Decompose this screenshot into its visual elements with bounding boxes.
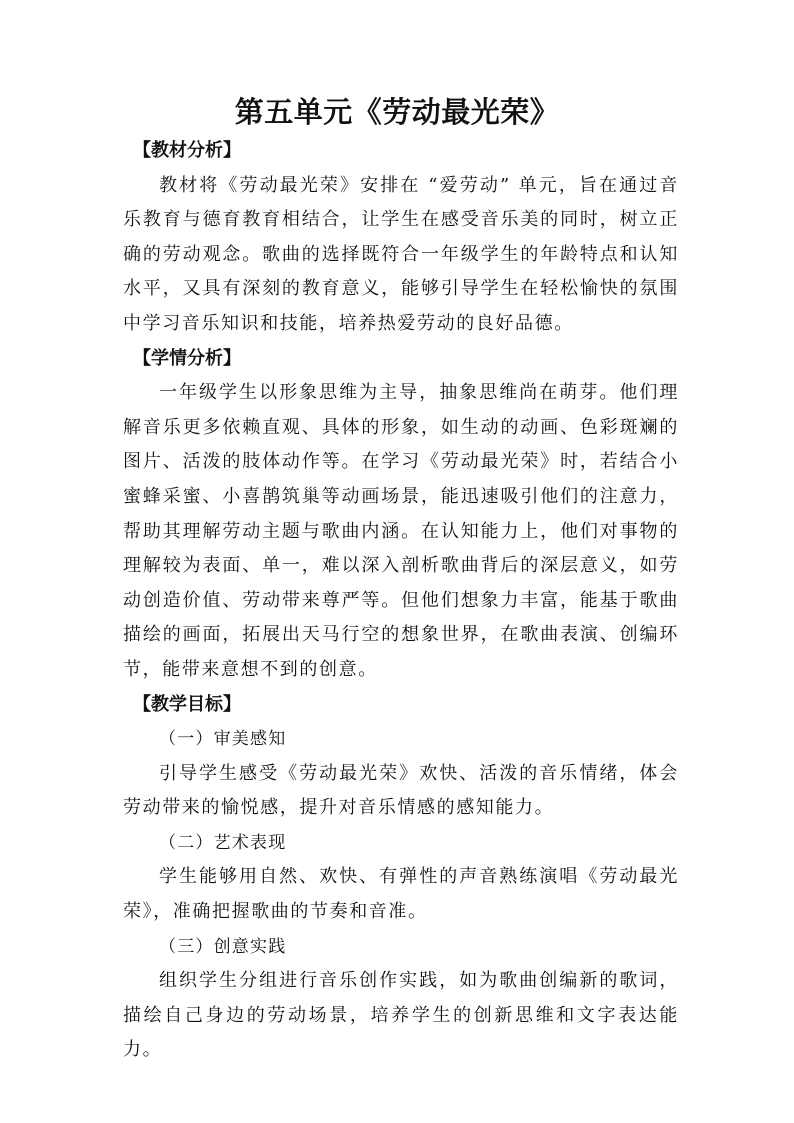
section-heading-teaching-goals: 【教学目标】 [133, 693, 241, 715]
goal-text-creative: 组织学生分组进行音乐创作实践，如为歌曲创编新的歌词，描绘自己身边的劳动场景，培养学生的创新思维和文字表达能力。 [123, 970, 679, 1061]
section-heading-textbook-analysis: 【教材分析】 [133, 140, 241, 161]
goal-label-creative: （三）创意实践 [159, 936, 287, 957]
section-heading-student-analysis: 【学情分析】 [133, 347, 241, 369]
goal-text-artistic: 学生能够用自然、欢快、有弹性的声音熟练演唱《劳动最光荣》，准确把握歌曲的节奏和音准。 [123, 866, 679, 923]
paragraph-student-analysis: 一年级学生以形象思维为主导，抽象思维尚在萌芽。他们理解音乐更多依赖直观、具体的形象，如生动的动画、色彩斑斓的图片、活泼的肢体动作等。在学习《劳动最光荣》时，若结合小蜜蜂采蜜、小喜鹊筑巢等动画场景，能迅速吸引他们的注意力，帮助其理解劳动主题与歌曲内涵。在认知能力上，他们对事物的理解较为表面、单一，难以深入剖析歌曲背后的深层意义，如劳动创造价值、劳动带来尊严等。但他们想象力丰富，能基于歌曲描绘的画面，拓展出天马行空的想象世界，在歌曲表演、创编环节，能带来意想不到的创意。 [123, 382, 679, 680]
document-body [123, 134, 679, 1068]
goal-label-artistic: （二）艺术表现 [159, 832, 287, 853]
goal-text-aesthetic: 引导学生感受《劳动最光荣》欢快、活泼的音乐情绪，体会劳动带来的愉悦感，提升对音乐情感的感知能力。 [123, 762, 679, 819]
paragraph-textbook-analysis: 教材将《劳动最光荣》安排在 “爱劳动” 单元，旨在通过音乐教育与德育教育相结合，让学生在感受音乐美的同时，树立正确的劳动观念。歌曲的选择既符合一年级学生的年龄特点和认知水平，又具有深刻的教育意义，能够引导学生在轻松愉快的氛围中学习音乐知识和技能，培养热爱劳动的良好品德。 [123, 174, 679, 334]
goal-label-aesthetic: （一）审美感知 [159, 729, 287, 750]
page-title: 第五单元《劳动最光荣》 [234, 95, 560, 129]
